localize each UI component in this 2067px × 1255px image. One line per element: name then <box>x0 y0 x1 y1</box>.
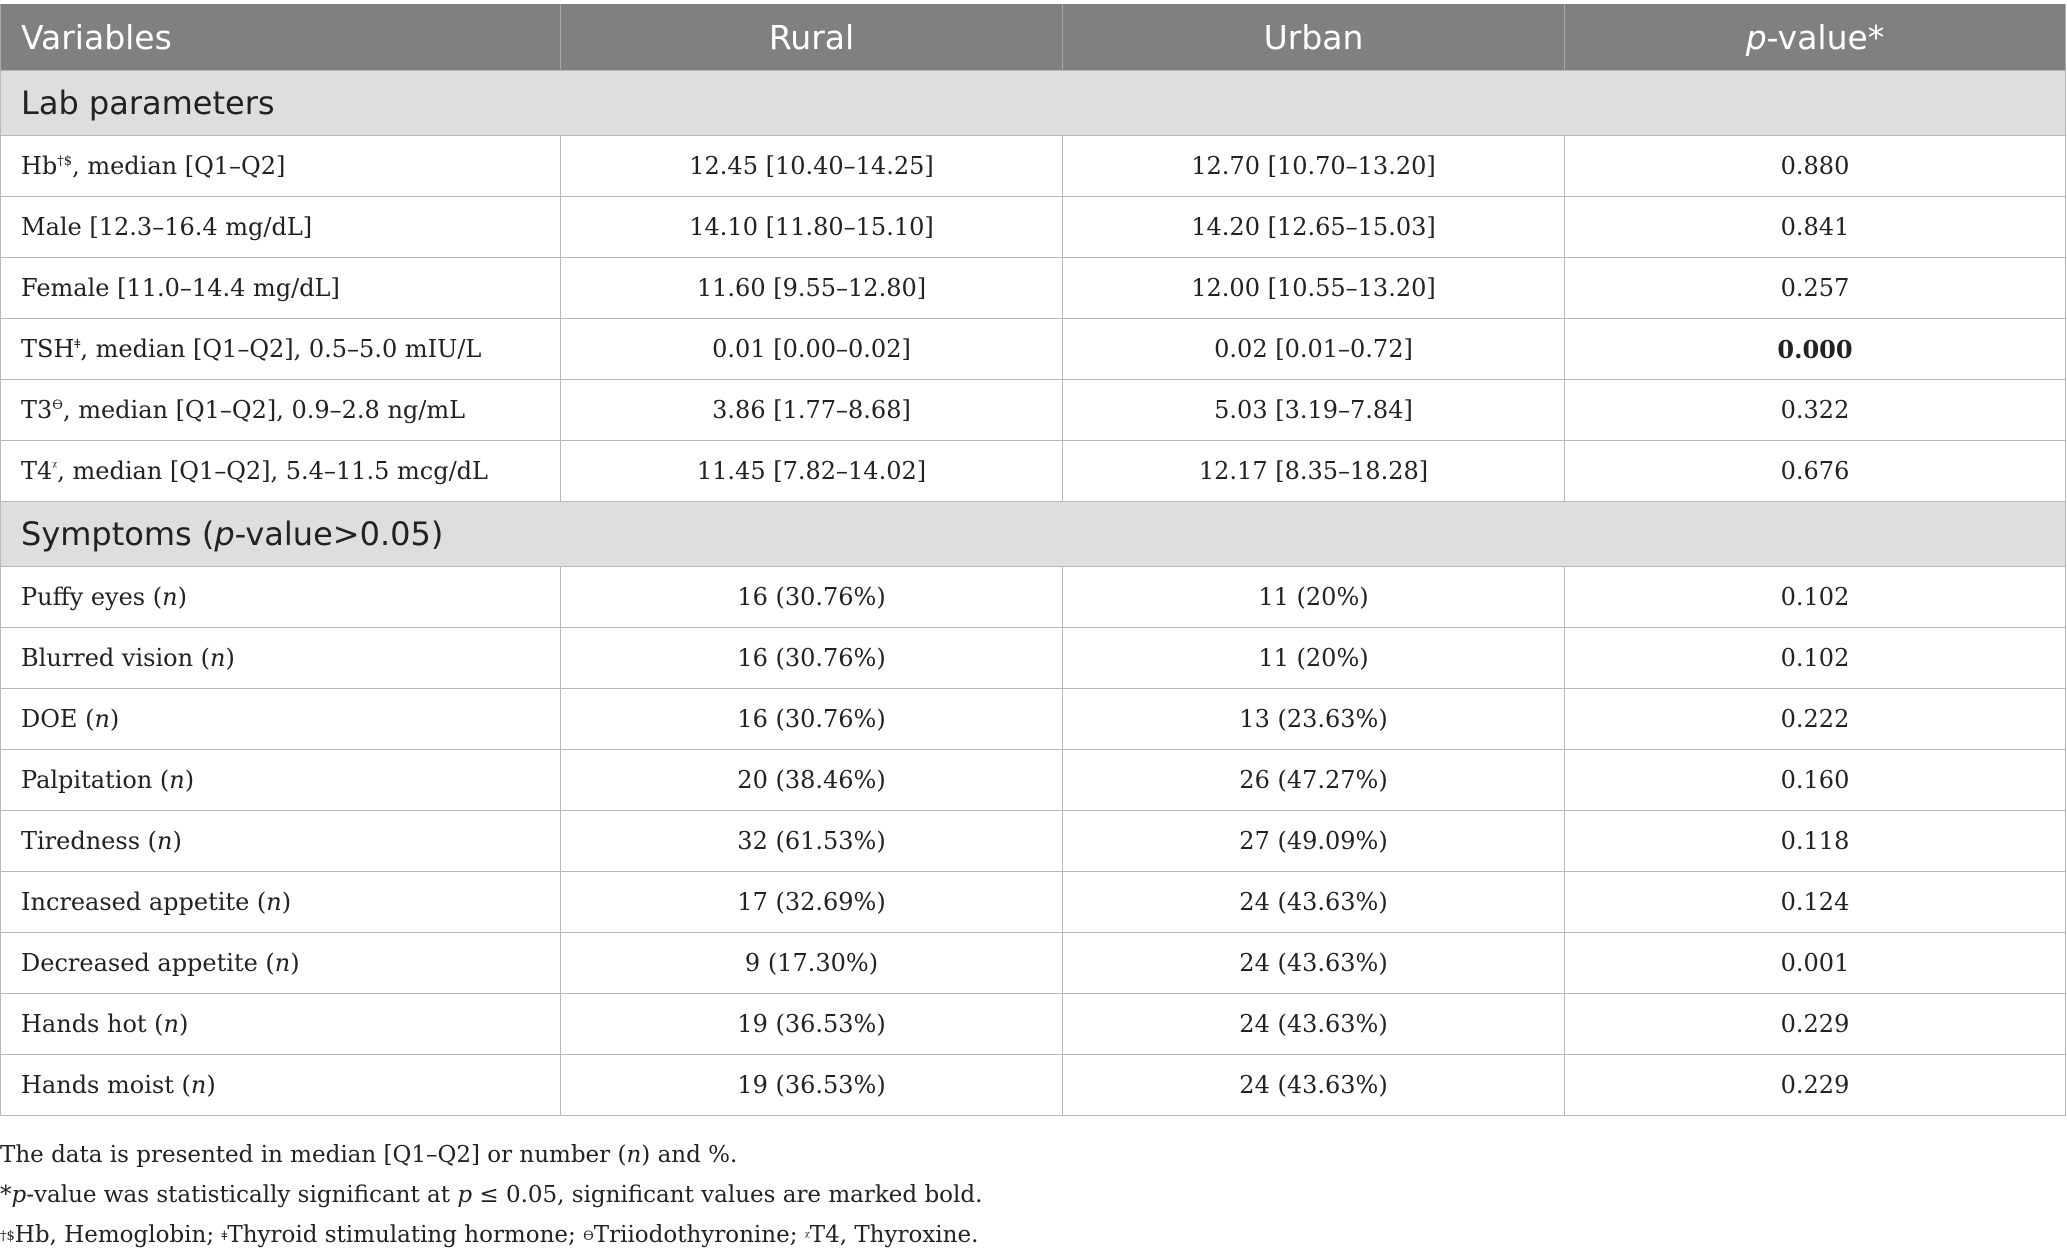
cell-urban: 13 (23.63%) <box>1063 689 1565 750</box>
footnote-marker: ǂ <box>74 337 81 352</box>
footnote-3-text-d: T4, Thyroxine. <box>809 1222 979 1248</box>
row-label-main: TSH <box>21 335 75 363</box>
section-row-lab <box>1 71 2066 136</box>
cell-urban: 0.02 [0.01–0.72] <box>1063 319 1565 380</box>
row-label <box>1 1055 561 1116</box>
cell-p-value: 0.229 <box>1565 1055 2066 1116</box>
footnote-3-sup-3: ϴ <box>583 1229 594 1244</box>
row-label-suffix: , median [Q1–Q2], 0.9–2.8 ng/mL <box>62 396 466 424</box>
section-title-b: -value>0.05) <box>234 515 444 553</box>
cell-p-value: 0.001 <box>1565 933 2066 994</box>
table-row <box>1 567 2066 628</box>
header-p-rest: -value* <box>1766 17 1885 57</box>
footnote-line-3 <box>0 1215 982 1255</box>
row-label-main: Palpitation ( <box>21 766 170 794</box>
row-label <box>1 750 561 811</box>
cell-rural: 9 (17.30%) <box>561 933 1063 994</box>
cell-urban: 5.03 [3.19–7.84] <box>1063 380 1565 441</box>
row-label-close: ) <box>225 644 235 672</box>
cell-rural: 3.86 [1.77–8.68] <box>561 380 1063 441</box>
row-label-main: DOE ( <box>21 705 95 733</box>
cell-urban: 24 (43.63%) <box>1063 933 1565 994</box>
footnote-line-1 <box>0 1135 982 1175</box>
cell-p-value: 0.841 <box>1565 197 2066 258</box>
cell-urban: 12.70 [10.70–13.20] <box>1063 136 1565 197</box>
table-row <box>1 750 2066 811</box>
row-label <box>1 567 561 628</box>
cell-rural: 16 (30.76%) <box>561 567 1063 628</box>
row-label-n: n <box>162 583 178 611</box>
row-label-main: Tiredness ( <box>21 827 158 855</box>
cell-p-value: 0.222 <box>1565 689 2066 750</box>
row-label-close: ) <box>109 705 120 733</box>
footnote-3-sup-4: ᵡ <box>804 1229 810 1244</box>
section-row-symptoms <box>1 502 2066 567</box>
cell-urban: 26 (47.27%) <box>1063 750 1565 811</box>
row-label-n: n <box>190 1071 207 1099</box>
cell-p-value: 0.102 <box>1565 628 2066 689</box>
row-label <box>1 811 561 872</box>
row-label-n: n <box>266 888 282 916</box>
table-row <box>1 994 2066 1055</box>
footnote-3-text-b: Thyroid stimulating hormone; <box>227 1222 584 1248</box>
row-label-main: Female [11.0–14.4 mg/dL] <box>21 274 340 302</box>
cell-urban: 12.00 [10.55–13.20] <box>1063 258 1565 319</box>
table-row <box>1 872 2066 933</box>
footnote-1-n: n <box>626 1142 642 1168</box>
row-label <box>1 628 561 689</box>
footnote-line-2 <box>0 1175 982 1215</box>
row-label <box>1 872 561 933</box>
header-variables: Variables <box>1 4 561 71</box>
footnote-2-star: * <box>0 1182 12 1208</box>
row-label <box>1 933 561 994</box>
row-label <box>1 689 561 750</box>
footnote-marker: †$ <box>57 154 73 169</box>
section-title-a: Symptoms ( <box>21 515 215 553</box>
footnote-1-text-a: The data is presented in median [Q1–Q2] or number ( <box>0 1142 627 1168</box>
cell-p-value: 0.257 <box>1565 258 2066 319</box>
cell-p-value: 0.229 <box>1565 994 2066 1055</box>
cell-rural: 20 (38.46%) <box>561 750 1063 811</box>
row-label-close: ) <box>206 1071 216 1099</box>
cell-urban: 24 (43.63%) <box>1063 872 1565 933</box>
section-title-lab: Lab parameters <box>1 71 2066 136</box>
row-label-main: Decreased appetite ( <box>21 949 275 977</box>
row-label-suffix: , median [Q1–Q2], 5.4–11.5 mcg/dL <box>57 457 488 485</box>
row-label <box>1 994 561 1055</box>
cell-rural: 14.10 [11.80–15.10] <box>561 197 1063 258</box>
cell-rural: 12.45 [10.40–14.25] <box>561 136 1063 197</box>
row-label-n: n <box>274 949 291 977</box>
cell-p-value: 0.160 <box>1565 750 2066 811</box>
row-label-main: T3 <box>21 396 53 424</box>
cell-p-value: 0.102 <box>1565 567 2066 628</box>
cell-p-value: 0.676 <box>1565 441 2066 502</box>
header-row <box>1 4 2066 71</box>
header-urban: Urban <box>1063 4 1565 71</box>
cell-p-value: 0.000 <box>1565 319 2066 380</box>
table-row <box>1 136 2066 197</box>
cell-urban: 24 (43.63%) <box>1063 1055 1565 1116</box>
row-label <box>1 319 561 380</box>
row-label-close: ) <box>184 766 195 794</box>
cell-urban: 12.17 [8.35–18.28] <box>1063 441 1565 502</box>
footnote-2-text-a: -value was statistically significant at <box>26 1182 458 1208</box>
row-label-main: Male [12.3–16.4 mg/dL] <box>21 213 313 241</box>
cell-p-value: 0.322 <box>1565 380 2066 441</box>
row-label-n: n <box>157 827 173 855</box>
footnote-marker: ϴ <box>52 398 63 413</box>
row-label <box>1 441 561 502</box>
results-table-container <box>0 4 2067 1116</box>
cell-p-value: 0.880 <box>1565 136 2066 197</box>
row-label-n: n <box>210 644 226 672</box>
row-label-n: n <box>169 766 185 794</box>
row-label-suffix: , median [Q1–Q2] <box>72 152 286 180</box>
footnote-3-text-a: Hb, Hemoglobin; <box>14 1222 222 1248</box>
cell-rural: 11.45 [7.82–14.02] <box>561 441 1063 502</box>
row-label-main: Hb <box>21 152 58 180</box>
table-row <box>1 811 2066 872</box>
footnote-3-text-c: Triiodothyronine; <box>593 1222 805 1248</box>
footnote-3-sup-2: ǂ <box>221 1229 228 1244</box>
footnote-2-text-b: ≤ 0.05, significant values are marked bold. <box>472 1182 983 1208</box>
footnote-2-p: p <box>11 1182 27 1208</box>
header-p-value <box>1565 4 2066 71</box>
row-label <box>1 258 561 319</box>
row-label-close: ) <box>172 827 182 855</box>
row-label <box>1 136 561 197</box>
header-rural: Rural <box>561 4 1063 71</box>
cell-rural: 0.01 [0.00–0.02] <box>561 319 1063 380</box>
row-label-close: ) <box>281 888 292 916</box>
header-p-italic: p <box>1745 17 1767 57</box>
row-label-main: Puffy eyes ( <box>21 583 163 611</box>
table-row <box>1 933 2066 994</box>
table-row <box>1 258 2066 319</box>
row-label-close: ) <box>179 1010 189 1038</box>
cell-rural: 17 (32.69%) <box>561 872 1063 933</box>
table-row <box>1 441 2066 502</box>
footnote-2-p2: p <box>457 1182 473 1208</box>
row-label-suffix: , median [Q1–Q2], 0.5–5.0 mIU/L <box>80 335 482 363</box>
footnote-3-sup-1: †$ <box>0 1229 15 1244</box>
cell-urban: 11 (20%) <box>1063 567 1565 628</box>
row-label-n: n <box>163 1010 180 1038</box>
cell-p-value: 0.118 <box>1565 811 2066 872</box>
footnote-marker: ᵡ <box>52 459 58 474</box>
table-row <box>1 197 2066 258</box>
row-label-main: T4 <box>21 457 53 485</box>
table-header <box>1 4 2066 71</box>
cell-urban: 27 (49.09%) <box>1063 811 1565 872</box>
cell-urban: 14.20 [12.65–15.03] <box>1063 197 1565 258</box>
footnotes <box>0 1135 982 1255</box>
cell-rural: 32 (61.53%) <box>561 811 1063 872</box>
results-table <box>0 4 2066 1116</box>
row-label-main: Blurred vision ( <box>21 644 211 672</box>
cell-rural: 19 (36.53%) <box>561 994 1063 1055</box>
cell-urban: 11 (20%) <box>1063 628 1565 689</box>
table-body <box>1 71 2066 1116</box>
row-label-n: n <box>94 705 110 733</box>
cell-rural: 16 (30.76%) <box>561 689 1063 750</box>
footnote-1-text-b: ) and %. <box>641 1142 738 1168</box>
row-label-main: Hands moist ( <box>21 1071 191 1099</box>
table-row <box>1 380 2066 441</box>
cell-rural: 19 (36.53%) <box>561 1055 1063 1116</box>
row-label-close: ) <box>177 583 187 611</box>
table-row <box>1 319 2066 380</box>
table-row <box>1 1055 2066 1116</box>
cell-rural: 16 (30.76%) <box>561 628 1063 689</box>
section-title-symptoms <box>1 502 2066 567</box>
cell-rural: 11.60 [9.55–12.80] <box>561 258 1063 319</box>
cell-p-value: 0.124 <box>1565 872 2066 933</box>
cell-urban: 24 (43.63%) <box>1063 994 1565 1055</box>
row-label <box>1 380 561 441</box>
table-row <box>1 689 2066 750</box>
row-label-main: Increased appetite ( <box>21 888 267 916</box>
table-row <box>1 628 2066 689</box>
row-label <box>1 197 561 258</box>
row-label-main: Hands hot ( <box>21 1010 164 1038</box>
row-label-close: ) <box>290 949 300 977</box>
section-title-p: p <box>214 515 235 553</box>
